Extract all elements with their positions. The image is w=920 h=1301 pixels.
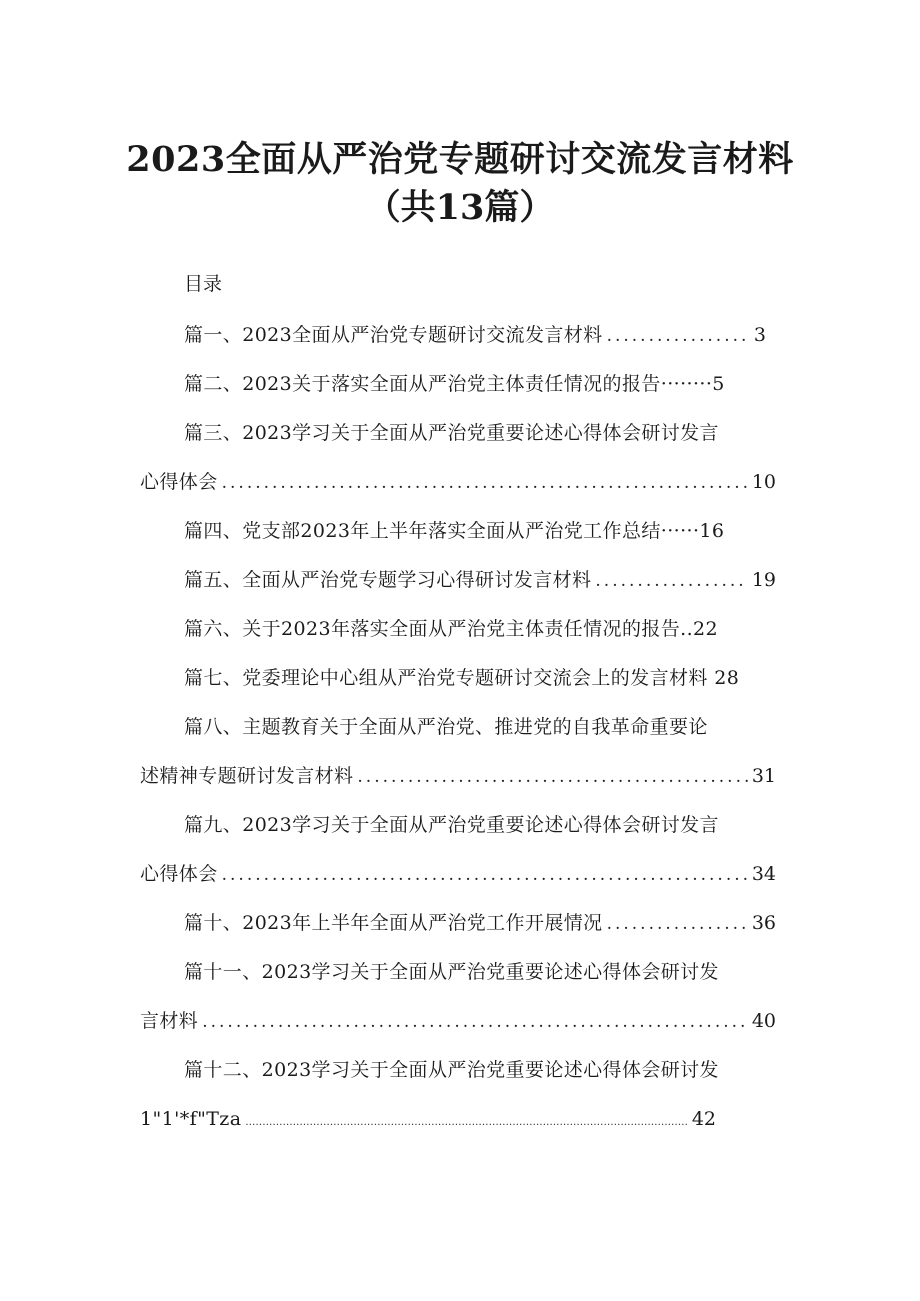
toc-entry-title-cont: 述精神专题研讨发言材料 [140,765,354,787]
toc-entry-title-cont: 心得体会 [140,863,218,885]
toc-entry-title: 篇九、2023学习关于全面从严治党重要论述心得体会研讨发言 [184,814,719,836]
toc-entry-page: 19 [751,569,776,591]
toc-leader [222,860,748,890]
toc-entry-title: 篇十二、2023学习关于全面从严治党重要论述心得体会研讨发 [184,1059,719,1081]
toc-leader [595,566,747,596]
toc-entry-page: 5 [712,373,725,395]
toc-leader [222,468,748,498]
toc-entry-title: 篇二、2023关于落实全面从严治党主体责任情况的报告········ [184,373,713,395]
toc-leader [202,1007,748,1037]
toc-entry-continuation[interactable] [140,1006,776,1036]
toc-entry-title-cont: 心得体会 [140,471,218,493]
document-title: 2023全面从严治党专题研讨交流发言材料 [126,139,794,180]
toc-entry-title: 篇十、2023年上半年全面从严治党工作开展情况 [184,912,603,934]
toc-entry-title: 篇五、全面从严治党专题学习心得研讨发言材料 [184,569,592,591]
toc-entry-title: 篇七、党委理论中心组从严治党专题研讨交流会上的发言材料 [184,667,708,689]
toc-entry-continuation[interactable] [140,1104,716,1134]
toc-entry-title: 篇四、党支部2023年上半年落实全面从严治党工作总结······ [184,520,700,542]
toc-entry[interactable] [184,369,725,399]
toc-entry-page: 10 [751,471,776,493]
toc-entry-title-cont: 1"1'*f"Tza [140,1108,242,1130]
toc-entry-page: 22 [693,618,719,640]
toc-entry[interactable] [184,810,719,840]
toc-entry[interactable] [184,1055,719,1085]
toc-entry-page: 36 [751,912,776,934]
toc-entry[interactable] [184,418,719,448]
toc-entry-title-cont: 言材料 [140,1010,199,1032]
toc-entry[interactable] [184,908,776,938]
toc-entry-page: 3 [753,324,766,346]
toc-entry-page: 34 [751,863,776,885]
toc-entry-page: 42 [691,1108,716,1130]
toc-heading: 目录 [184,273,223,295]
toc-entry[interactable] [184,516,724,546]
toc-entry[interactable] [184,320,766,350]
toc-entry[interactable] [184,712,708,742]
toc-entry-title: 篇三、2023学习关于全面从严治党重要论述心得体会研讨发言 [184,422,719,444]
toc-entry-continuation[interactable] [140,467,776,497]
toc-entry-page: 40 [751,1010,776,1032]
document-subtitle: （共13篇） [365,187,555,228]
toc-entry-page: 28 [714,667,740,689]
toc-entry-page: 16 [699,520,725,542]
toc-entry-page: 31 [751,765,776,787]
toc-entry[interactable] [184,957,719,987]
toc-leader [245,1108,687,1138]
toc-entry[interactable] [184,565,776,595]
toc-entry-title: 篇八、主题教育关于全面从严治党、推进党的自我革命重要论 [184,716,708,738]
toc-entry-title: 篇六、关于2023年落实全面从严治党主体责任情况的报告.. [184,618,694,640]
toc-leader [607,321,750,351]
toc-entry-title: 篇一、2023全面从严治党专题研讨交流发言材料 [184,324,603,346]
toc-entry-title: 篇十一、2023学习关于全面从严治党重要论述心得体会研讨发 [184,961,719,983]
toc-entry-continuation[interactable] [140,859,776,889]
toc-leader [357,762,747,792]
toc-entry[interactable] [184,614,718,644]
toc-leader [607,909,748,939]
toc-entry[interactable] [184,663,739,693]
toc-entry-continuation[interactable] [140,761,776,791]
